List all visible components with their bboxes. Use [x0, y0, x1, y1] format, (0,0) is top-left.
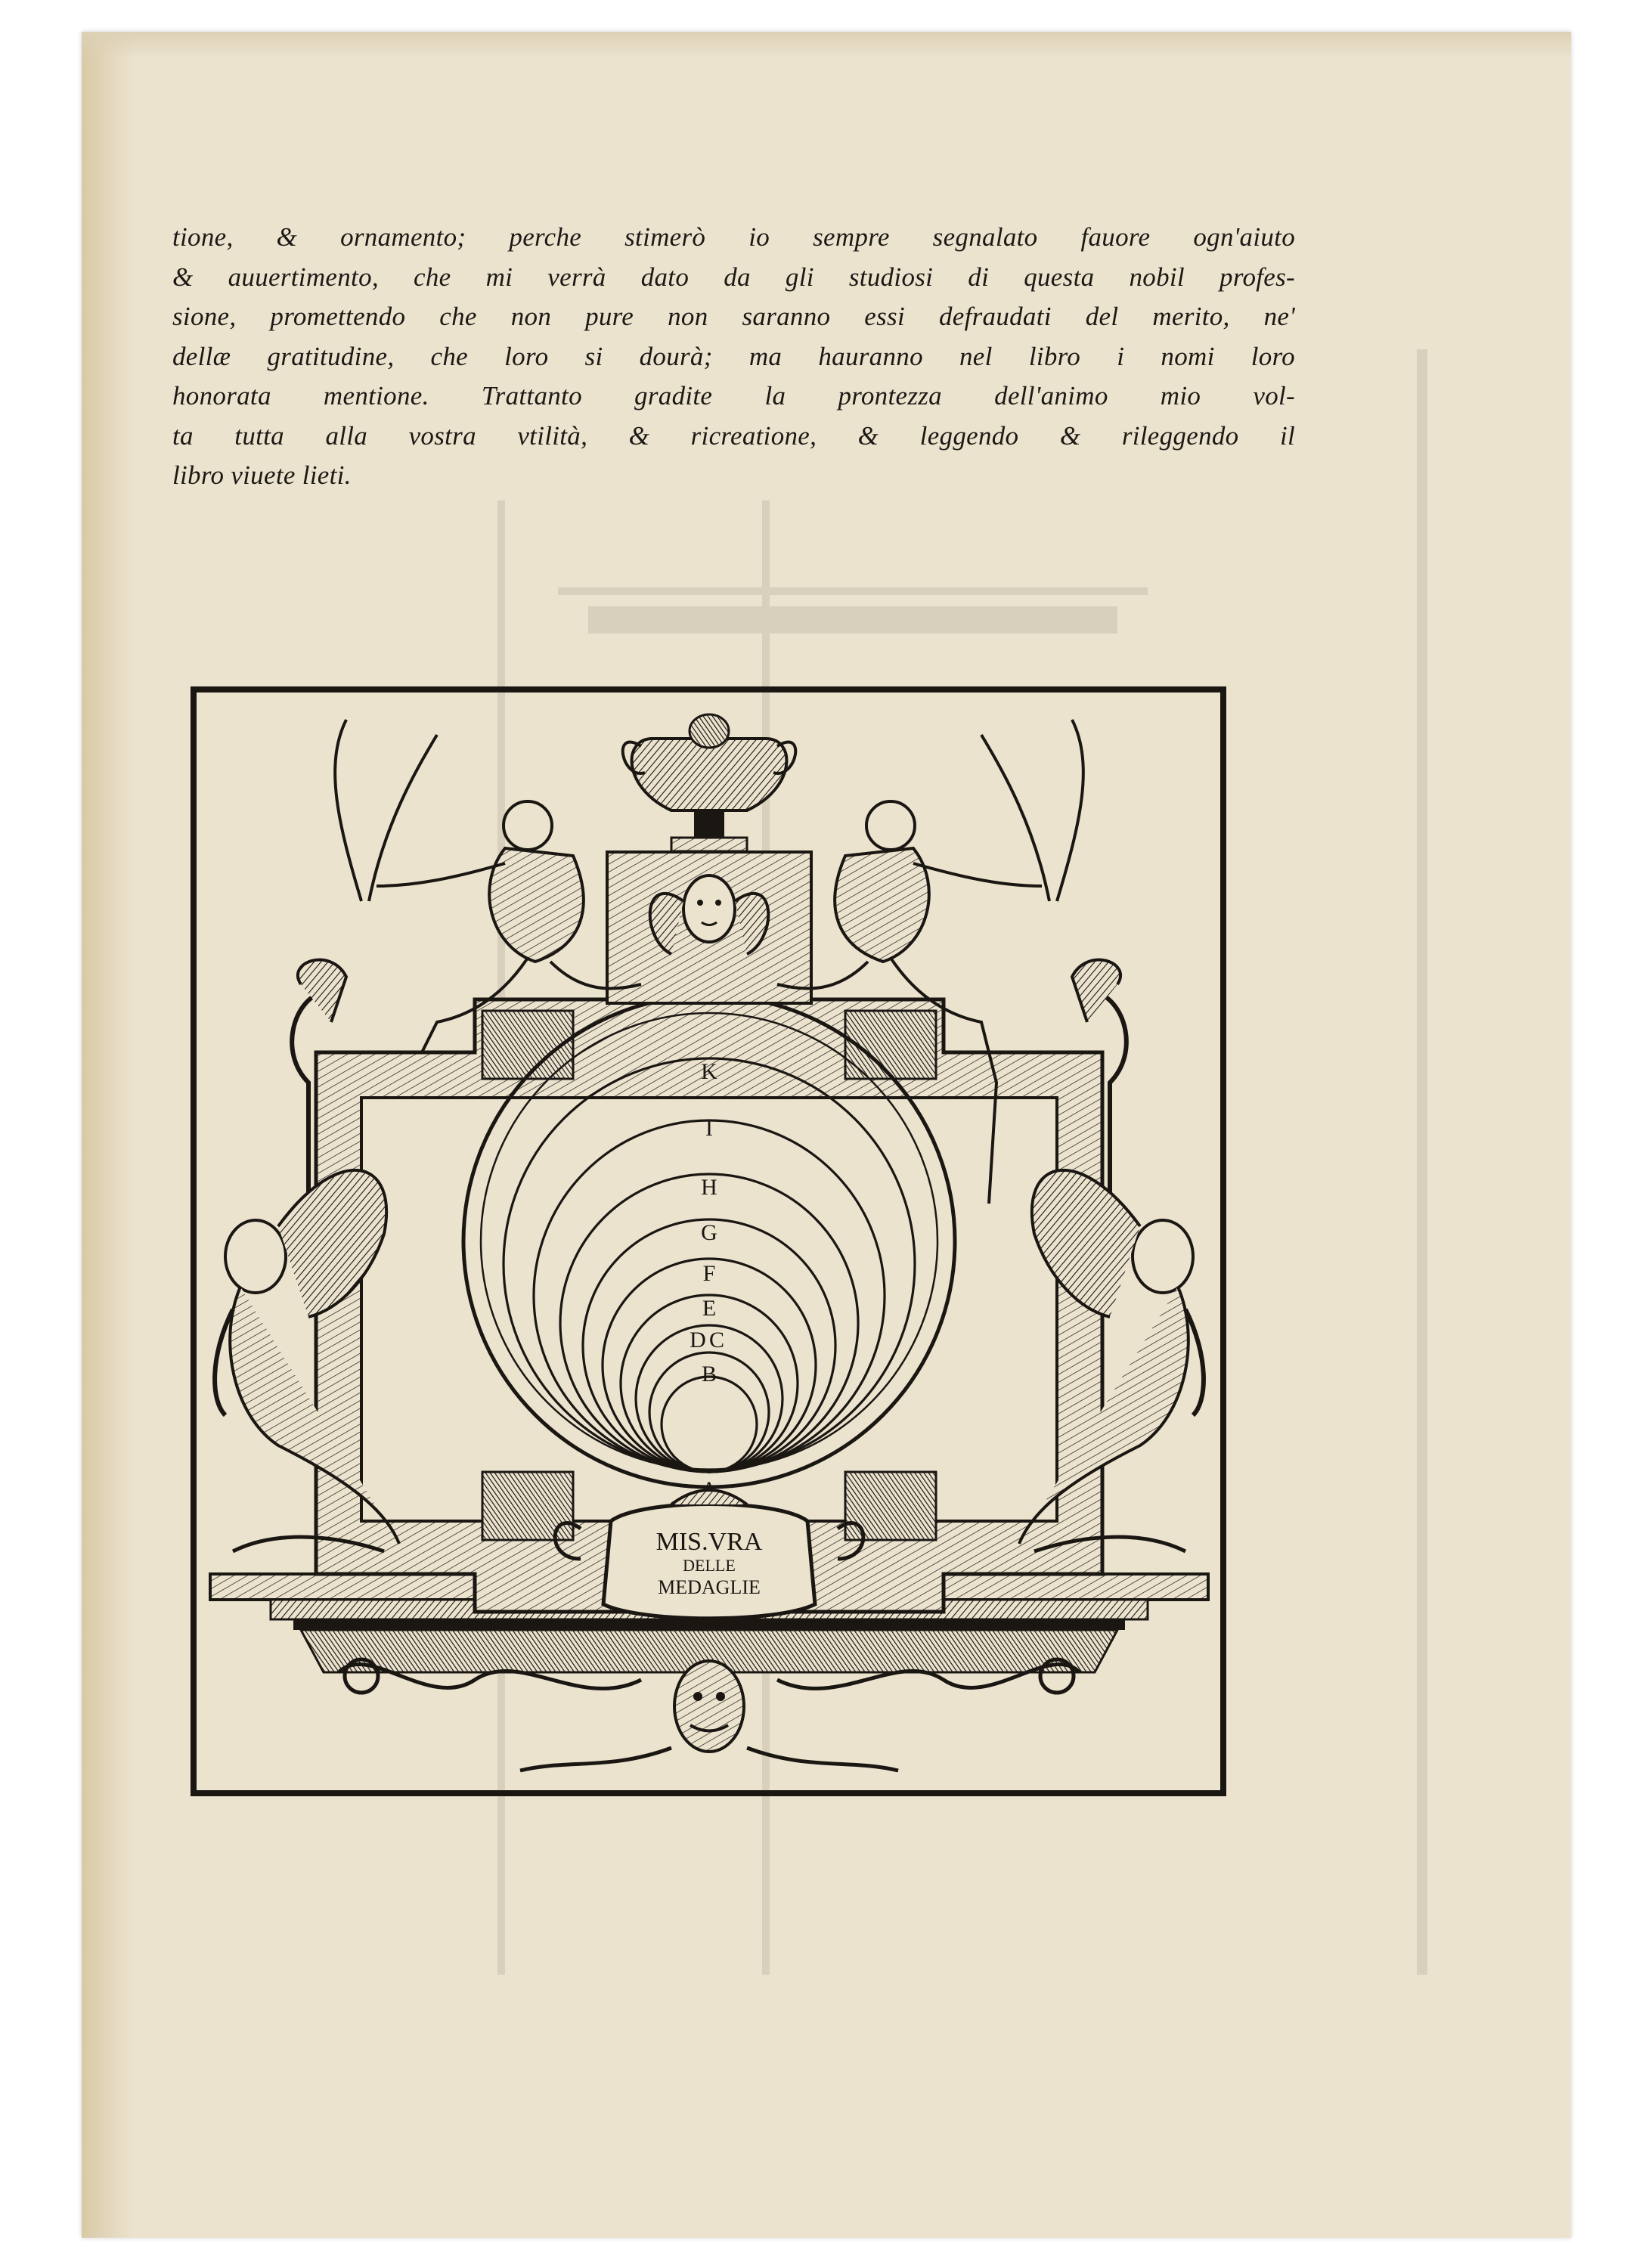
body-paragraph — [172, 218, 1295, 496]
scale-letter-e: E — [702, 1296, 717, 1321]
scale-letter-g: G — [701, 1220, 717, 1245]
scale-letter-k: K — [701, 1059, 717, 1084]
text-line-7: libro viuete lieti. — [172, 460, 352, 490]
cartouche-text-line1: MIS.VRA — [655, 1528, 763, 1556]
scale-letter-c: C — [708, 1328, 725, 1352]
scale-letter-i: I — [705, 1116, 713, 1141]
scale-letter-h: H — [701, 1175, 717, 1200]
text-line-2: & auuertimento, che mi verrà dato da gli studiosi di questa nobil profes- — [172, 262, 1295, 292]
scale-letter-b: B — [701, 1362, 717, 1387]
vase-ornament — [607, 714, 811, 1003]
cartouche-text-line2: DELLE — [683, 1556, 736, 1575]
text-line-1: tione, & ornamento; perche stimerò io sempre segnalato fauore ogn'aiuto — [172, 222, 1295, 252]
scale-letter-f: F — [702, 1261, 716, 1286]
paper-sheet — [82, 32, 1571, 2238]
cartouche-text-line3: MEDAGLIE — [658, 1576, 761, 1598]
text-line-6: ta tutta alla vostra vtilità, & ricreatione, & leggendo & rileggendo il — [172, 420, 1295, 451]
scale-letter-d: D — [690, 1328, 706, 1352]
woodcut-svg — [187, 659, 1234, 1808]
text-line-4: dellæ gratitudine, che loro si dourà; ma hauranno nel libro i nomi loro — [172, 341, 1295, 371]
text-line-3: sione, promettendo che non pure non saranno essi defraudati del merito, ne' — [172, 302, 1295, 331]
woodcut-illustration — [187, 659, 1234, 1808]
text-line-5: honorata mentione. Trattanto gradite la prontezza dell'animo mio vol- — [172, 381, 1295, 411]
